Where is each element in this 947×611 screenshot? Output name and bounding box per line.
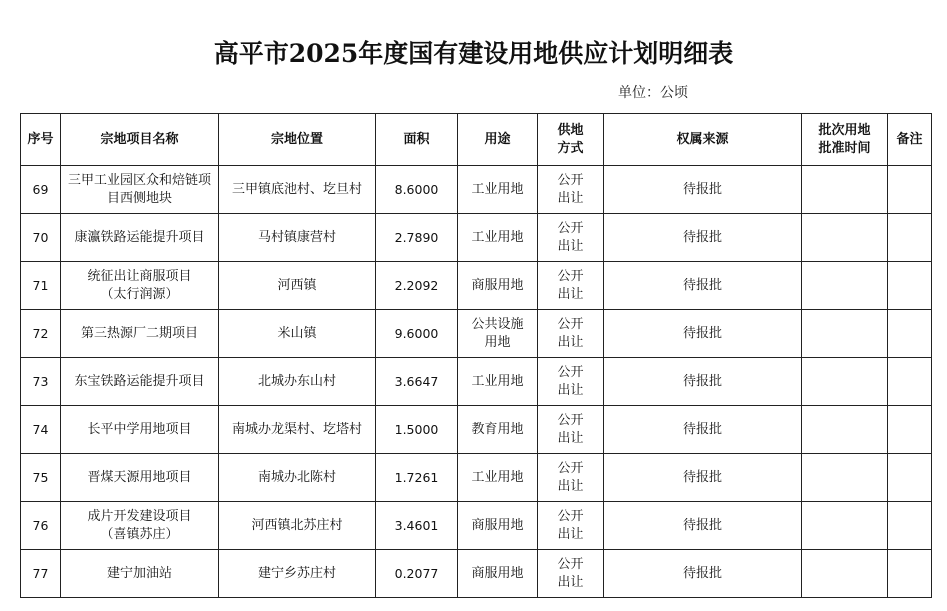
cell-name [61, 454, 219, 502]
cell-supply-method-line1: 公开 [557, 412, 584, 428]
cell-supply-method [538, 550, 604, 598]
cell-usage [458, 406, 538, 454]
unit-label: 单位：公顷 [618, 85, 688, 101]
cell-area-line1: 1.5000 [394, 421, 439, 437]
cell-name-line1: 三甲工业园区众和焙链项 [67, 172, 211, 188]
cell-index-line1: 69 [32, 181, 49, 197]
cell-location-line1: 河西镇北苏庄村 [251, 517, 343, 533]
cell-name [61, 358, 219, 406]
cell-index-line1: 75 [32, 469, 49, 485]
cell-area [376, 214, 458, 262]
cell-location-line1: 建宁乡苏庄村 [257, 565, 336, 581]
cell-usage-line1: 商服用地 [471, 517, 524, 533]
cell-location-line1: 南城办龙渠村、圪塔村 [231, 421, 362, 437]
cell-source-line1: 待报批 [682, 229, 722, 245]
header-location: 宗地位置 [219, 114, 376, 166]
table-row [21, 214, 932, 262]
cell-supply-method [538, 214, 604, 262]
cell-approval-time [802, 310, 888, 358]
cell-usage [458, 310, 538, 358]
cell-remark [888, 454, 932, 502]
cell-name-line2: 目西侧地块 [106, 190, 172, 206]
cell-usage-line1: 教育用地 [471, 421, 524, 437]
cell-remark [888, 310, 932, 358]
header-supply-line1: 供地 [557, 122, 584, 138]
header-approval-line1: 批次用地 [818, 122, 871, 138]
cell-index-line1: 76 [32, 517, 49, 533]
cell-location [219, 358, 376, 406]
cell-remark [888, 358, 932, 406]
cell-usage-line1: 工业用地 [471, 229, 524, 245]
cell-name [61, 550, 219, 598]
header-source: 权属来源 [604, 114, 802, 166]
cell-area [376, 406, 458, 454]
cell-index [21, 454, 61, 502]
cell-remark [888, 262, 932, 310]
cell-supply-method-line2: 出让 [557, 382, 584, 398]
cell-location [219, 550, 376, 598]
cell-approval-time [802, 406, 888, 454]
cell-supply-method-line1: 公开 [557, 268, 584, 284]
cell-approval-time [802, 358, 888, 406]
cell-name-line1: 晋煤天源用地项目 [87, 469, 192, 485]
cell-name-line1: 康瀛铁路运能提升项目 [74, 229, 205, 245]
table-header-row [21, 114, 932, 166]
cell-usage-line2: 用地 [484, 334, 511, 350]
cell-area-line1: 0.2077 [394, 565, 439, 581]
cell-supply-method-line2: 出让 [557, 430, 584, 446]
cell-index [21, 502, 61, 550]
cell-location-line1: 马村镇康营村 [257, 229, 336, 245]
cell-area [376, 358, 458, 406]
cell-index-line1: 70 [32, 229, 49, 245]
cell-area-line1: 2.7890 [394, 229, 439, 245]
cell-index [21, 358, 61, 406]
cell-usage [458, 454, 538, 502]
cell-source-line1: 待报批 [682, 517, 722, 533]
cell-area [376, 310, 458, 358]
cell-usage-line1: 工业用地 [471, 181, 524, 197]
cell-location [219, 166, 376, 214]
header-index: 序号 [21, 114, 61, 166]
cell-supply-method-line1: 公开 [557, 508, 584, 524]
table-row [21, 550, 932, 598]
cell-usage [458, 358, 538, 406]
cell-supply-method [538, 454, 604, 502]
cell-approval-time [802, 262, 888, 310]
header-name: 宗地项目名称 [61, 114, 219, 166]
table-body [21, 166, 932, 598]
cell-location-line1: 三甲镇底池村、圪旦村 [231, 181, 362, 197]
cell-source [604, 454, 802, 502]
cell-supply-method-line2: 出让 [557, 190, 584, 206]
cell-source [604, 550, 802, 598]
cell-usage-line1: 商服用地 [471, 565, 524, 581]
cell-location [219, 406, 376, 454]
cell-name-line1: 统征出让商服项目 [87, 268, 192, 284]
cell-supply-method [538, 406, 604, 454]
table-row [21, 310, 932, 358]
cell-remark [888, 502, 932, 550]
cell-supply-method-line2: 出让 [557, 286, 584, 302]
header-usage: 用途 [458, 114, 538, 166]
cell-name-line1: 第三热源厂二期项目 [80, 325, 198, 341]
cell-supply-method-line2: 出让 [557, 238, 584, 254]
header-supply-method [538, 114, 604, 166]
cell-source-line1: 待报批 [682, 325, 722, 341]
cell-supply-method [538, 262, 604, 310]
page-title: 高平市2025年度国有建设用地供应计划明细表 [213, 39, 734, 68]
land-supply-table [20, 113, 932, 598]
cell-source-line1: 待报批 [682, 469, 722, 485]
cell-index-line1: 72 [32, 325, 49, 341]
cell-name [61, 406, 219, 454]
cell-usage [458, 262, 538, 310]
cell-remark [888, 406, 932, 454]
cell-index [21, 262, 61, 310]
cell-location [219, 262, 376, 310]
cell-usage-line1: 工业用地 [471, 373, 524, 389]
cell-supply-method-line2: 出让 [557, 334, 584, 350]
cell-usage-line1: 工业用地 [471, 469, 524, 485]
cell-location [219, 214, 376, 262]
cell-approval-time [802, 166, 888, 214]
cell-area-line1: 3.6647 [394, 373, 439, 389]
cell-index-line1: 73 [32, 373, 49, 389]
cell-supply-method [538, 310, 604, 358]
cell-area-line1: 3.4601 [394, 517, 439, 533]
table-row [21, 502, 932, 550]
cell-area-line1: 2.2092 [394, 277, 439, 293]
cell-location [219, 502, 376, 550]
cell-approval-time [802, 454, 888, 502]
cell-usage-line1: 公共设施 [471, 316, 524, 332]
header-approval-time [802, 114, 888, 166]
cell-name [61, 310, 219, 358]
cell-supply-method-line1: 公开 [557, 172, 584, 188]
cell-supply-method-line2: 出让 [557, 478, 584, 494]
cell-name-line1: 东宝铁路运能提升项目 [74, 373, 205, 389]
cell-area-line1: 8.6000 [394, 181, 439, 197]
cell-area-line1: 9.6000 [394, 325, 439, 341]
cell-source-line1: 待报批 [682, 421, 722, 437]
cell-source-line1: 待报批 [682, 181, 722, 197]
cell-usage-line1: 商服用地 [471, 277, 524, 293]
cell-location-line1: 米山镇 [277, 325, 317, 341]
cell-location-line1: 河西镇 [277, 277, 317, 293]
cell-source [604, 166, 802, 214]
cell-index [21, 310, 61, 358]
cell-source [604, 358, 802, 406]
cell-location-line1: 南城办北陈村 [257, 469, 336, 485]
cell-supply-method-line1: 公开 [557, 556, 584, 572]
cell-remark [888, 214, 932, 262]
cell-name [61, 262, 219, 310]
cell-area [376, 502, 458, 550]
cell-source [604, 262, 802, 310]
cell-index [21, 406, 61, 454]
cell-name [61, 214, 219, 262]
cell-location-line1: 北城办东山村 [257, 373, 336, 389]
cell-approval-time [802, 502, 888, 550]
cell-index [21, 550, 61, 598]
cell-usage [458, 550, 538, 598]
cell-approval-time [802, 214, 888, 262]
cell-area [376, 454, 458, 502]
cell-name-line1: 建宁加油站 [106, 565, 172, 581]
table-row [21, 262, 932, 310]
table-row [21, 358, 932, 406]
cell-area [376, 166, 458, 214]
cell-area-line1: 1.7261 [394, 469, 439, 485]
cell-index-line1: 71 [32, 277, 49, 293]
cell-name [61, 166, 219, 214]
header-remark: 备注 [888, 114, 932, 166]
table-row [21, 454, 932, 502]
cell-name-line1: 长平中学用地项目 [87, 421, 192, 437]
cell-usage [458, 214, 538, 262]
cell-source [604, 406, 802, 454]
cell-supply-method-line1: 公开 [557, 364, 584, 380]
cell-index-line1: 74 [32, 421, 49, 437]
cell-usage [458, 166, 538, 214]
cell-supply-method [538, 358, 604, 406]
cell-remark [888, 550, 932, 598]
cell-source-line1: 待报批 [682, 565, 722, 581]
cell-area [376, 262, 458, 310]
cell-supply-method-line1: 公开 [557, 460, 584, 476]
cell-supply-method-line2: 出让 [557, 526, 584, 542]
cell-name-line2: （太行润源） [100, 286, 179, 302]
cell-source [604, 502, 802, 550]
cell-supply-method-line2: 出让 [557, 574, 584, 590]
cell-index-line1: 77 [32, 565, 49, 581]
cell-supply-method [538, 166, 604, 214]
cell-usage [458, 502, 538, 550]
cell-name [61, 502, 219, 550]
header-supply-line2: 方式 [557, 140, 584, 156]
cell-supply-method-line1: 公开 [557, 316, 584, 332]
cell-area [376, 550, 458, 598]
cell-name-line1: 成片开发建设项目 [87, 508, 192, 524]
cell-supply-method [538, 502, 604, 550]
cell-source-line1: 待报批 [682, 277, 722, 293]
cell-source [604, 310, 802, 358]
cell-supply-method-line1: 公开 [557, 220, 584, 236]
table-row [21, 166, 932, 214]
header-area: 面积 [376, 114, 458, 166]
table-row [21, 406, 932, 454]
header-approval-line2: 批准时间 [818, 140, 871, 156]
cell-location [219, 454, 376, 502]
cell-name-line2: （喜镇苏庄） [100, 526, 179, 542]
cell-remark [888, 166, 932, 214]
cell-source [604, 214, 802, 262]
cell-index [21, 214, 61, 262]
cell-location [219, 310, 376, 358]
cell-index [21, 166, 61, 214]
cell-approval-time [802, 550, 888, 598]
cell-source-line1: 待报批 [682, 373, 722, 389]
